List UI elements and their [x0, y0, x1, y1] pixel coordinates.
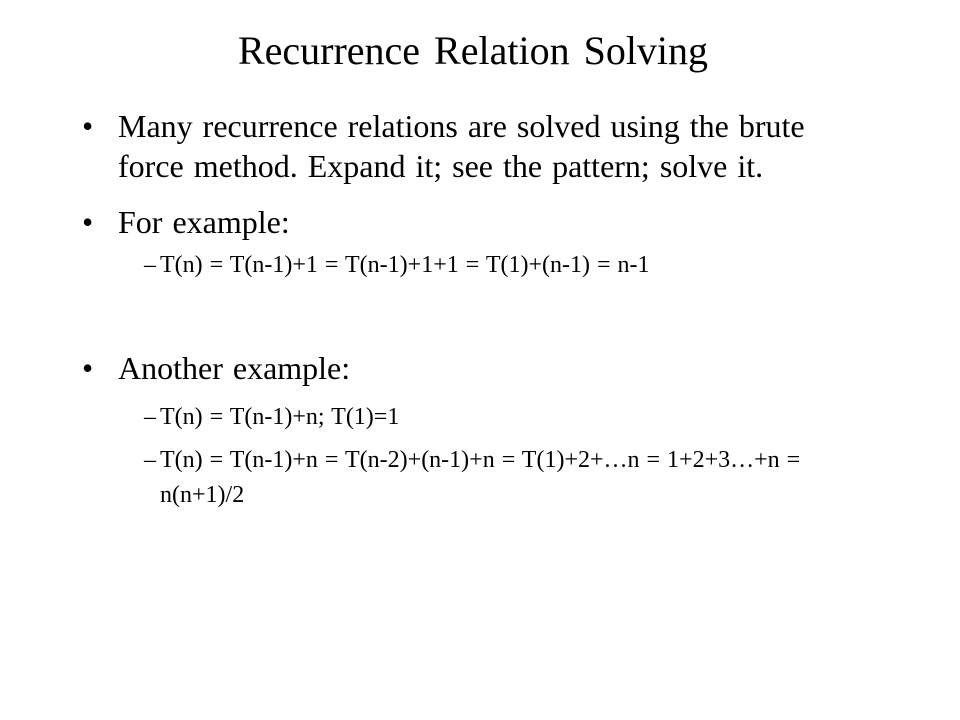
bullet-marker: • — [82, 350, 94, 386]
bullet-marker: • — [82, 204, 94, 240]
sub-bullet-text: T(n) = T(n-1)+n = T(n-2)+(n-1)+n = T(1)+2+…n = 1+2+3…+n = n(n+1)/2 — [160, 447, 801, 508]
bullet-text: Many recurrence relations are solved using the brute force method. Expand it; see the pattern; solve it. — [118, 108, 805, 184]
bullet-item — [80, 106, 820, 186]
bullet-text: Another example: — [118, 350, 351, 386]
bullet-item — [80, 348, 820, 388]
bullet-item — [80, 202, 820, 242]
sub-bullet-item — [80, 248, 820, 283]
sub-bullet-marker: – — [144, 447, 156, 473]
sub-bullet-text: T(n) = T(n-1)+n; T(1)=1 — [160, 404, 400, 430]
sub-bullet-item — [80, 400, 820, 435]
slide-title: Recurrence Relation Solving — [237, 28, 709, 73]
sub-bullet-marker: – — [144, 252, 156, 278]
bullet-marker: • — [82, 108, 94, 144]
sub-bullet-text: T(n) = T(n-1)+1 = T(n-1)+1+1 = T(1)+(n-1) = n-1 — [160, 252, 650, 278]
sub-bullet-marker: – — [144, 404, 156, 430]
slide-content — [80, 106, 820, 513]
bullet-text: For example: — [118, 204, 290, 240]
sub-bullet-item — [80, 443, 820, 513]
